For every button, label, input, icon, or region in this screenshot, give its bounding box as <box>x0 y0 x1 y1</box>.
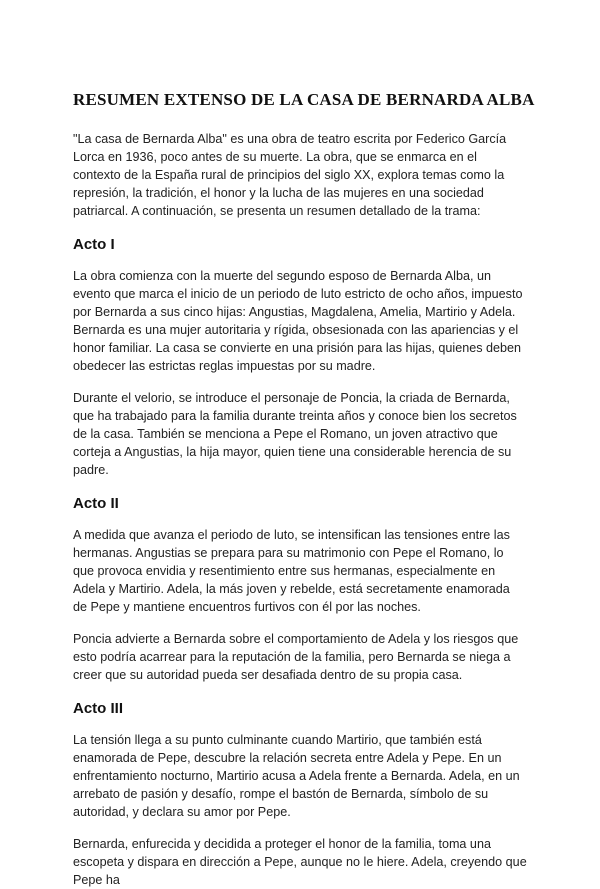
acto-1-paragraph-2: Durante el velorio, se introduce el personaje de Poncia, la criada de Bernarda, que ha trabajado para la familia durante treinta años y conoce bien los secretos de la casa. También se menciona a Pepe el Romano, un joven atractivo que corteja a Angustias, la hija mayor, quien tiene una considerable herencia de su padre. <box>73 391 517 477</box>
acto-2-paragraph-2: Poncia advierte a Bernarda sobre el comportamiento de Adela y los riesgos que esto podría acarrear para la reputación de la familia, pero Bernarda se niega a creer que su autoridad pueda ser desafiada dentro de su propia casa. <box>73 632 519 682</box>
intro-paragraph: "La casa de Bernarda Alba" es una obra de teatro escrita por Federico García Lorca en 1936, poco antes de su muerte. La obra, que se enmarca en el contexto de la España rural de principios del siglo XX, explora temas como la represión, la tradición, el honor y la lucha de las mujeres en una sociedad patriarcal. A continuación, se presenta un resumen detallado de la trama: <box>73 132 507 218</box>
section-heading-acto-2: Acto II <box>73 495 119 512</box>
acto-3-paragraph-1: La tensión llega a su punto culminante cuando Martirio, que también está enamorada de Pepe, descubre la relación secreta entre Adela y Pepe. En un enfrentamiento nocturno, Martirio acusa a Adela frente a Bernarda. Adela, en un arrebato de pasión y desafío, rompe el bastón de Bernarda, símbolo de su autoridad, y declara su amor por Pepe. <box>73 733 520 819</box>
section-heading-acto-3: Acto III <box>73 700 124 717</box>
acto-3-paragraph-2: Bernarda, enfurecida y decidida a proteger el honor de la familia, toma una escopeta y dispara en dirección a Pepe, aunque no le hiere. Adela, creyendo que Pepe ha <box>73 837 527 887</box>
page-title: RESUMEN EXTENSO DE LA CASA DE BERNARDA ALBA <box>73 90 535 109</box>
acto-1-paragraph-1: La obra comienza con la muerte del segundo esposo de Bernarda Alba, un evento que marca el inicio de un periodo de luto estricto de ocho años, impuesto por Bernarda a sus cinco hijas: Angustias, Magdalena, Amelia, Martirio y Adela. Bernarda es una mujer autoritaria y rígida, obsesionada con las apariencias y el honor familiar. La casa se convierte en una prisión para las hijas, quienes deben obedecer las estrictas reglas impuestas por su madre. <box>73 269 523 373</box>
acto-2-paragraph-1: A medida que avanza el periodo de luto, se intensifican las tensiones entre las hermanas. Angustias se prepara para su matrimonio con Pepe el Romano, lo que provoca envidia y resentimiento entre sus hermanas, especialmente en Adela y Martirio. Adela, la más joven y rebelde, está secretamente enamorada de Pepe y mantiene encuentros furtivos con él por las noches. <box>73 528 510 614</box>
section-heading-acto-1: Acto I <box>73 236 115 253</box>
